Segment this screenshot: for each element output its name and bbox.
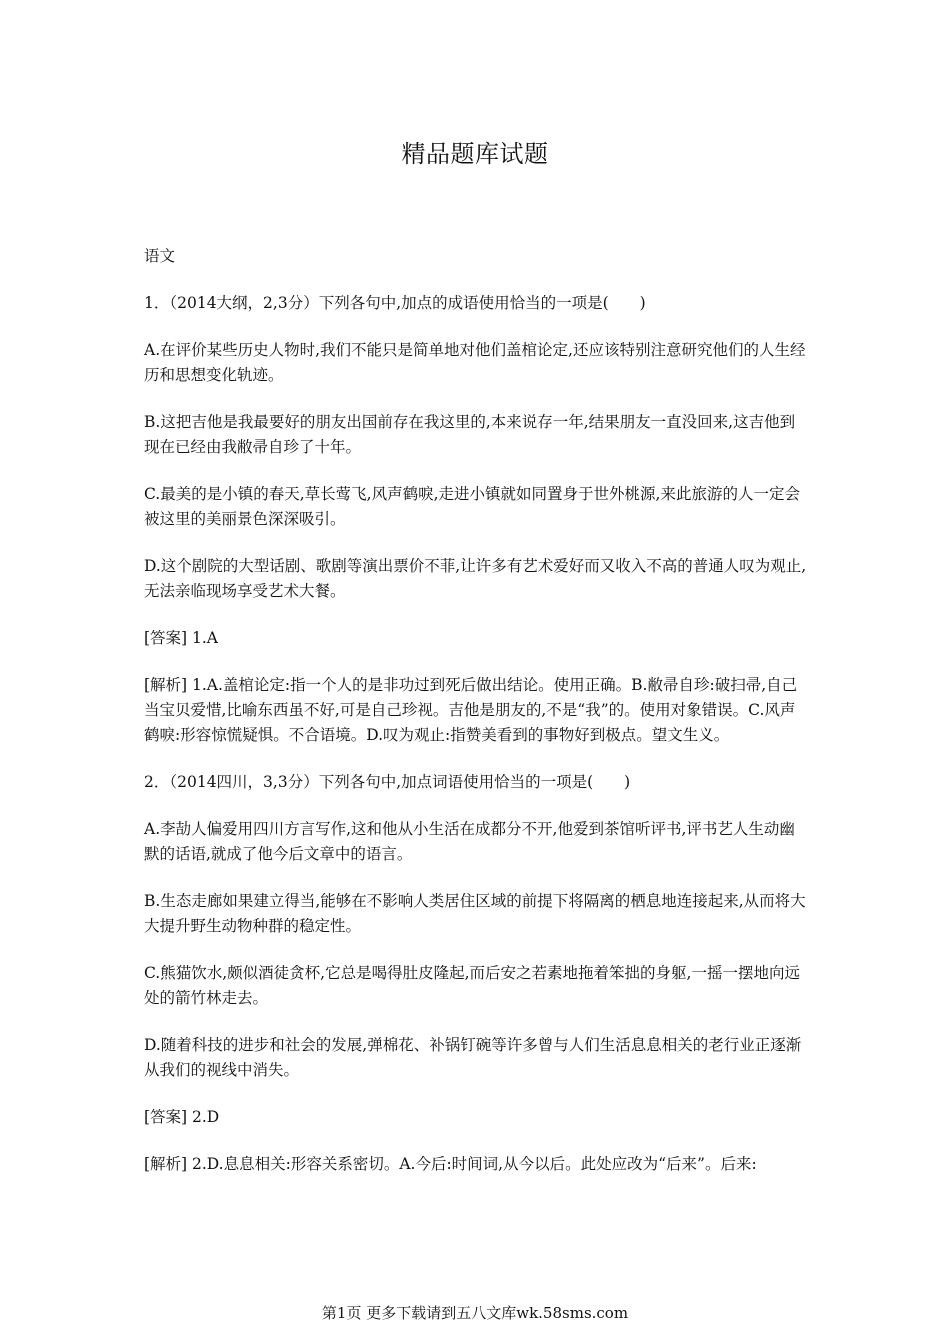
question-2-option-d: D.随着科技的进步和社会的发展,弹棉花、补锅钉碗等许多曾与人们生活息息相关的老行业正逐渐从我们的视线中消失。 [144, 1036, 802, 1079]
question-2-explanation: [解析] 2.D.息息相关:形容关系密切。A.今后:时间词,从今以后。此处应改为“后来”。后来: [144, 1155, 757, 1173]
question-2-answer: [答案] 2.D [144, 1108, 220, 1126]
question-2-stem: 2．（2014四川，3,3分）下列各句中,加点词语使用恰当的一项是( ) [144, 773, 631, 791]
question-2-option-a: A.李劼人偏爱用四川方言写作,这和他从小生活在成都分不开,他爱到茶馆听评书,评书艺人生动幽默的话语,就成了他今后文章中的语言。 [144, 820, 795, 863]
subject-label: 语文 [144, 247, 176, 265]
question-1-answer: [答案] 1.A [144, 629, 219, 647]
page-footer: 第1页 更多下载请到五八文库wk.58sms.com [321, 1304, 629, 1322]
question-1-option-b: B.这把吉他是我最要好的朋友出国前存在我这里的,本来说存一年,结果朋友一直没回来,这吉他到现在已经由我敝帚自珍了十年。 [144, 413, 796, 456]
question-2-option-b: B.生态走廊如果建立得当,能够在不影响人类居住区域的前提下将隔离的栖息地连接起来,从而将大大提升野生动物种群的稳定性。 [144, 892, 806, 935]
document-body [144, 244, 808, 1199]
page-title: 精品题库试题 [401, 140, 549, 168]
question-1-explanation: [解析] 1.A.盖棺论定:指一个人的是非功过到死后做出结论。使用正确。B.敝帚自珍:破扫帚,自己当宝贝爱惜,比喻东西虽不好,可是自己珍视。吉他是朋友的,不是“我”的。使用对象错误。C.风声鹤唳:形容惊慌疑惧。不合语境。D.叹为观止:指赞美看到的事物好到极点。望文生义。 [144, 676, 798, 744]
question-1-option-d: D.这个剧院的大型话剧、歌剧等演出票价不菲,让许多有艺术爱好而又收入不高的普通人叹为观止,无法亲临现场享受艺术大餐。 [144, 557, 807, 600]
question-1-stem: 1．（2014大纲，2,3分）下列各句中,加点的成语使用恰当的一项是( ) [144, 294, 646, 312]
question-2-option-c: C.熊猫饮水,颇似酒徒贪杯,它总是喝得肚皮隆起,而后安之若素地拖着笨拙的身躯,一摇一摆地向远处的箭竹林走去。 [144, 964, 800, 1007]
question-1-option-c: C.最美的是小镇的春天,草长莺飞,风声鹤唳,走进小镇就如同置身于世外桃源,来此旅游的人一定会被这里的美丽景色深深吸引。 [144, 485, 800, 528]
question-1-option-a: A.在评价某些历史人物时,我们不能只是简单地对他们盖棺论定,还应该特别注意研究他们的人生经历和思想变化轨迹。 [144, 341, 806, 384]
